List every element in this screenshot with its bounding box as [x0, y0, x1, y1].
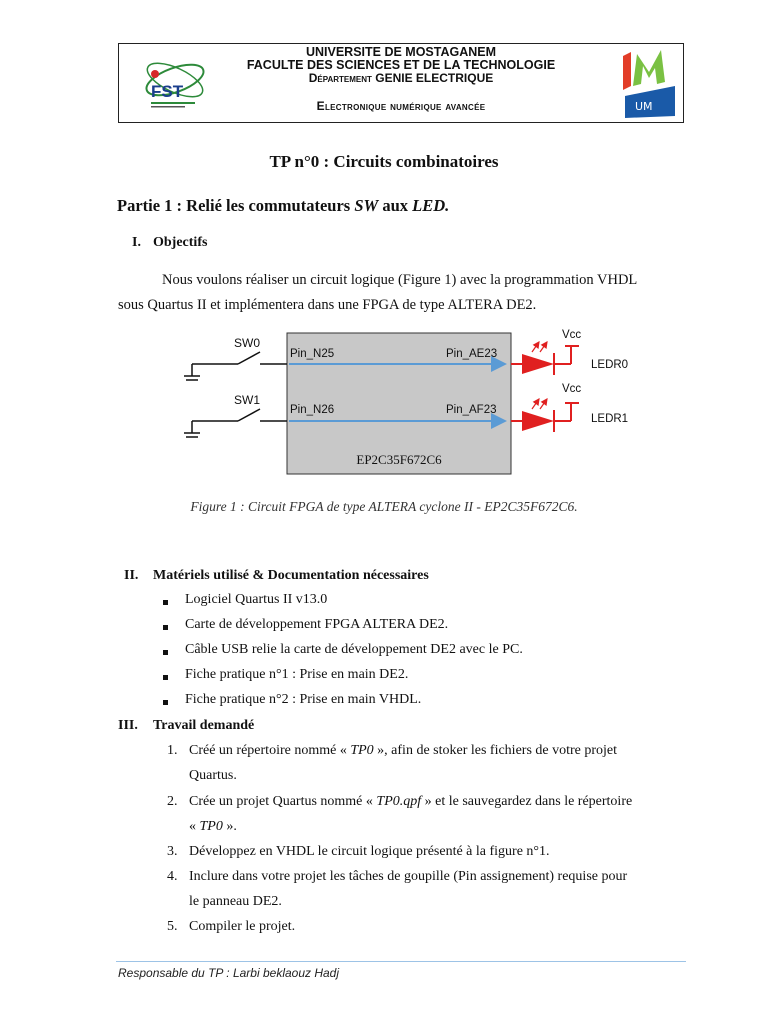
section-2-heading: Matériels utilisé & Documentation nécessaires — [153, 568, 429, 583]
university-logo-text: UM — [635, 100, 653, 113]
objective-line-2: sous Quartus II et implémentera dans une FPGA de type ALTERA DE2. — [118, 297, 537, 313]
step-1-text: Créé un répertoire nommé « TP0 », afin de stoker les fichiers de votre projet — [189, 743, 618, 758]
led-0-label: LEDR0 — [591, 359, 629, 371]
section-1-numeral: I. — [132, 235, 141, 250]
document-header — [118, 43, 684, 123]
bullet-icon — [163, 650, 168, 655]
switch-sw1 — [238, 409, 260, 421]
step-4-text: Inclure dans votre projet les tâches de goupille (Pin assignement) requise pour — [189, 869, 628, 884]
chip-label: EP2C35F672C6 — [356, 452, 442, 467]
step-3-number: 3. — [167, 844, 178, 859]
footer-divider — [116, 961, 686, 962]
step-2-number: 2. — [167, 794, 178, 809]
led-1 — [522, 411, 554, 431]
section-2-numeral: II. — [124, 568, 139, 583]
materials-item-5: Fiche pratique n°2 : Prise en main VHDL. — [185, 692, 422, 707]
materials-item-1: Logiciel Quartus II v13.0 — [185, 592, 328, 607]
step-2-text-cont: « TP0 ». — [189, 819, 237, 834]
objective-line-1: Nous voulons réaliser un circuit logique (Figure 1) avec la programmation VHDL — [162, 272, 638, 288]
pin-out-0-label: Pin_AE23 — [446, 348, 498, 360]
led-1-label: LEDR1 — [591, 413, 629, 425]
step-1-number: 1. — [167, 743, 178, 758]
step-3-text: Développez en VHDL le circuit logique présenté à la figure n°1. — [189, 844, 550, 859]
vcc-1-label: Vcc — [562, 383, 582, 395]
section-3-heading: Travail demandé — [153, 718, 255, 733]
course-name: Electronique numérique avancée — [316, 99, 486, 113]
vcc-0-label: Vcc — [562, 329, 582, 341]
step-2-text: Crée un projet Quartus nommé « TP0.qpf » et le sauvegardez dans le répertoire — [189, 794, 633, 809]
pin-in-0-label: Pin_N25 — [290, 348, 335, 360]
bullet-icon — [163, 700, 168, 705]
university-name: UNIVERSITE DE MOSTAGANEM — [305, 45, 497, 59]
section-3-numeral: III. — [118, 718, 138, 733]
ground-symbol-1 — [184, 421, 200, 437]
fpga-circuit-diagram — [170, 320, 660, 485]
page-title: TP n°0 : Circuits combinatoires — [269, 152, 499, 171]
switch-sw0-label: SW0 — [234, 336, 261, 350]
led-0 — [522, 354, 554, 374]
step-4-number: 4. — [167, 869, 178, 884]
switch-sw1-label: SW1 — [234, 393, 261, 407]
materials-item-2: Carte de développement FPGA ALTERA DE2. — [185, 617, 449, 632]
fst-logo-text: FST — [151, 82, 184, 101]
bullet-icon — [163, 675, 168, 680]
materials-item-3: Câble USB relie la carte de développement DE2 avec le PC. — [185, 642, 523, 657]
switch-sw0 — [238, 352, 260, 364]
pin-in-1-label: Pin_N26 — [290, 404, 335, 416]
step-5-number: 5. — [167, 919, 178, 934]
figure-caption: Figure 1 : Circuit FPGA de type ALTERA cyclone II - EP2C35F672C6. — [190, 499, 578, 514]
bullet-icon — [163, 625, 168, 630]
faculty-name: FACULTE DES SCIENCES ET DE LA TECHNOLOGIE — [246, 58, 556, 72]
ground-symbol-0 — [184, 364, 200, 380]
university-logo — [621, 46, 679, 120]
section-1-heading: Objectifs — [153, 235, 208, 250]
materials-item-4: Fiche pratique n°1 : Prise en main DE2. — [185, 667, 409, 682]
part-heading: Partie 1 : Relié les commutateurs SW aux LED. — [117, 196, 450, 215]
bullet-icon — [163, 600, 168, 605]
step-5-text: Compiler le projet. — [189, 919, 296, 934]
pin-out-1-label: Pin_AF23 — [446, 404, 497, 416]
step-1-text-cont: Quartus. — [189, 768, 237, 783]
department-name: Département GENIE ELECTRIQUE — [308, 71, 494, 85]
footer-text: Responsable du TP : Larbi beklaouz Hadj — [118, 966, 340, 980]
step-4-text-cont: le panneau DE2. — [189, 894, 282, 909]
